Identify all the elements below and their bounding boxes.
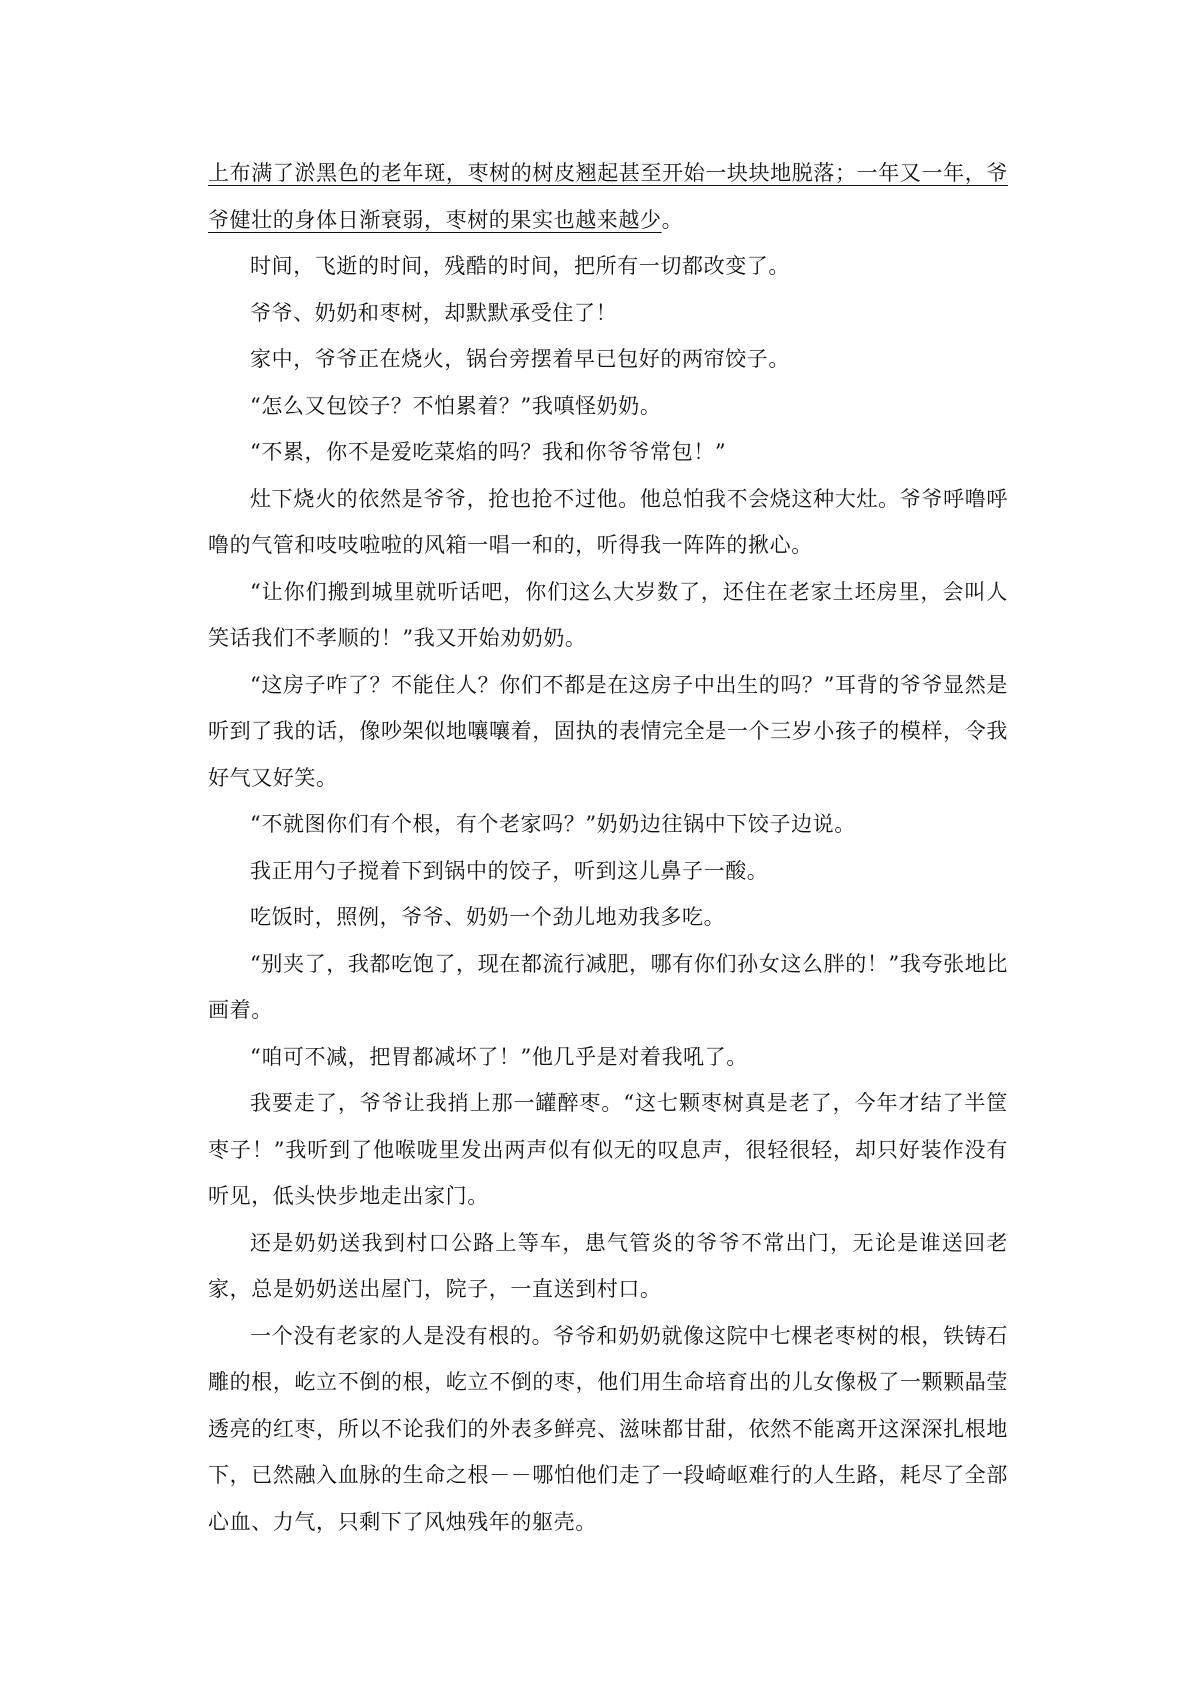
paragraph-11: 我正用勺子搅着下到锅中的饺子，听到这儿鼻子一酸。	[250, 858, 769, 883]
paragraph-4: 家中，爷爷正在烧火，锅台旁摆着早已包好的两帘饺子。	[250, 347, 790, 371]
paragraph-14: “咱可不减，把胃都减坏了！”他几乎是对着我吼了。	[250, 1044, 748, 1069]
article-body	[208, 150, 1008, 1545]
paragraph-2: 时间，飞逝的时间，残酷的时间，把所有一切都改变了。	[250, 254, 790, 278]
paragraph-17: 一个没有老家的人是没有根的。爷爷和奶奶就像这院中七棵老枣树的根，铁铸石雕的根，屹立不倒的根，屹立不倒的枣，他们用生命培育出的儿女像极了一颗颗晶莹透亮的红枣，所以不论我们的外表多鲜亮、滋味都甘甜，依然不能离开这深深扎根地下，已然融入血脉的生命之根－－哪怕他们走了一段崎岖难行的人生路，耗尽了全部心血、力气，只剩下了风烛残年的躯壳。	[208, 1323, 1008, 1534]
underlined-sentence: 上布满了淤黑色的老年斑，枣树的树皮翘起甚至开始一块块地脱落；一年又一年，爷爷健壮的身体日渐衰弱，枣树的果实也越来越少	[208, 161, 1008, 232]
paragraph-6: “不累，你不是爱吃菜焰的吗？我和你爷爷常包！”	[250, 440, 727, 464]
paragraph-9: “这房子咋了？不能住人？你们不都是在这房子中出生的吗？”耳背的爷爷显然是听到了我的话，像吵架似地嚷嚷着，固执的表情完全是一个三岁小孩子的模样，令我好气又好笑。	[208, 672, 1008, 790]
paragraph-10: “不就图你们有个根，有个老家吗？”奶奶边往锅中下饺子边说。	[250, 812, 856, 836]
paragraph-16: 还是奶奶送我到村口公路上等车，患气管炎的爷爷不常出门，无论是谁送回老家，总是奶奶送出屋门，院子，一直送到村口。	[208, 1230, 1008, 1301]
paragraph-1-tail: 。	[661, 207, 684, 232]
paragraph-1	[208, 150, 1008, 243]
paragraph-13: “别夹了，我都吃饱了，现在都流行减肥，哪有你们孙女这么胖的！”我夸张地比画着。	[208, 951, 1008, 1022]
paragraph-12: 吃饭时，照例，爷爷、奶奶一个劲儿地劝我多吃。	[250, 905, 726, 929]
paragraph-5: “怎么又包饺子？不怕累着？”我嗔怪奶奶。	[250, 393, 662, 418]
paragraph-7: 灶下烧火的依然是爷爷，抢也抢不过他。他总怕我不会烧这种大灶。爷爷呼噜呼噜的气管和吱吱啦啦的风箱一唱一和的，听得我一阵阵的揪心。	[208, 486, 1008, 557]
paragraph-3: 爷爷、奶奶和枣树，却默默承受住了！	[250, 300, 618, 325]
paragraph-15: 我要走了，爷爷让我捎上那一罐醉枣。“这七颗枣树真是老了，今年才结了半筐枣子！”我听到了他喉咙里发出两声似有似无的叹息声，很轻很轻，却只好装作没有听见，低头快步地走出家门。	[208, 1091, 1008, 1208]
paragraph-8: “让你们搬到城里就听话吧，你们这么大岁数了，还住在老家土坯房里，会叫人笑话我们不孝顺的！”我又开始劝奶奶。	[208, 579, 1008, 650]
